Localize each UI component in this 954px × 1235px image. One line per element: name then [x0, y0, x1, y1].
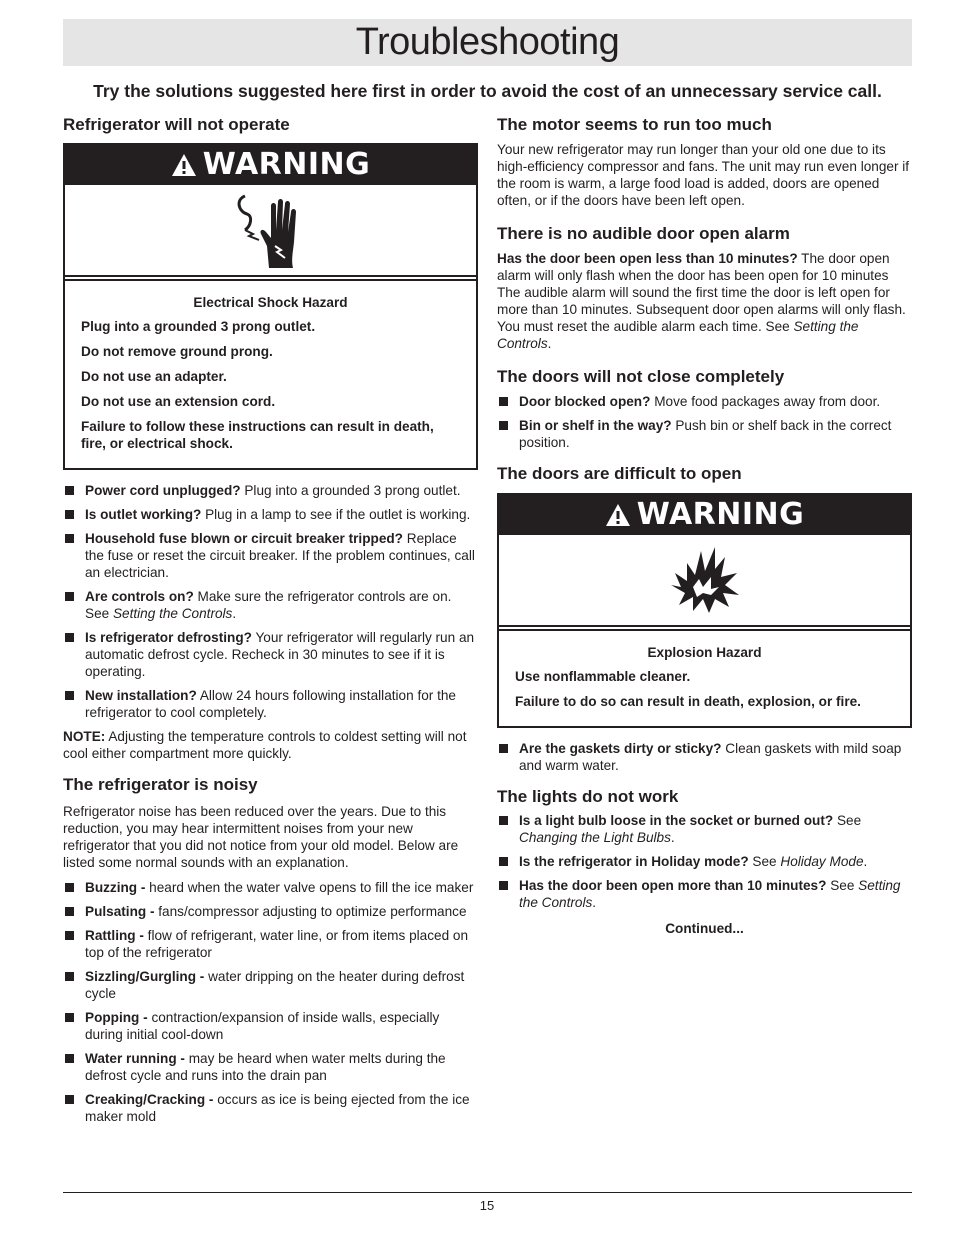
page-number: 15	[479, 1198, 495, 1213]
noisy-body: Refrigerator noise has been reduced over the years. Due to this reduction, you may hear intermittent noises from your new refrigerator that you did not notice from your old model. Below are listed some normal sounds with an explanation.	[63, 804, 459, 870]
list-item: Sizzling/Gurgling - water dripping on the heater during defrost cycle	[63, 968, 478, 1002]
noisy-list	[63, 879, 478, 1125]
alarm-body: Has the door been open less than 10 minutes? The door open alarm will only flash when the door has been open for 10 minutes The audible alarm will sound the first time the door is left open for more than 10 minutes. Subsequent door open alarms will only flash. You must reset the audible alarm each time. See Setting the Controls.	[497, 251, 906, 351]
list-item: Creaking/Cracking - occurs as ice is being ejected from the ice maker mold	[63, 1091, 478, 1125]
warning-line: Use nonflammable cleaner.	[515, 669, 691, 684]
warning-label: WARNING	[636, 497, 805, 532]
warning-line: Do not use an extension cord.	[81, 394, 276, 409]
footer-divider	[63, 1192, 912, 1193]
heading-noisy: The refrigerator is noisy	[63, 775, 258, 794]
explosion-icon-area	[499, 535, 910, 627]
warning-line: Do not remove ground prong.	[81, 344, 273, 359]
difficult-list	[497, 740, 912, 774]
heading-motor: The motor seems to run too much	[497, 115, 772, 134]
explosion-icon	[667, 545, 743, 615]
list-item: Is the refrigerator in Holiday mode? See Holiday Mode.	[497, 853, 912, 870]
electrical-warning-body	[65, 279, 476, 468]
right-column	[497, 114, 912, 936]
shock-icon-area	[65, 185, 476, 277]
warning-line: Failure to follow these instructions can result in death, fire, or electrical shock.	[81, 419, 434, 451]
motor-body: Your new refrigerator may run longer than your old one due to its high-efficiency compressor and fans. The unit may run even longer if the room is warm, a large food load is added, doors are opened often, or if the doors have been left open.	[497, 142, 910, 208]
warning-header	[65, 145, 476, 185]
lights-list	[497, 812, 912, 911]
continued-label: Continued...	[665, 921, 744, 936]
intro-text: Try the solutions suggested here first in order to avoid the cost of an unnecessary service call.	[93, 81, 882, 101]
list-item: Rattling - flow of refrigerant, water line, or from items placed on top of the refrigerator	[63, 927, 478, 961]
heading-alarm: There is no audible door open alarm	[497, 224, 790, 243]
warning-triangle-icon	[171, 153, 197, 177]
electrical-shock-icon	[231, 190, 311, 270]
heading-lights: The lights do not work	[497, 787, 679, 806]
explosion-warning-body	[499, 629, 910, 726]
heading-not-operate: Refrigerator will not operate	[63, 115, 290, 134]
list-item: Bin or shelf in the way? Push bin or shelf back in the correct position.	[497, 417, 912, 451]
list-item: Power cord unplugged? Plug into a grounded 3 prong outlet.	[63, 482, 478, 499]
list-item: Are the gaskets dirty or sticky? Clean gaskets with mild soap and warm water.	[497, 740, 912, 774]
warning-header	[499, 495, 910, 535]
page-title: Troubleshooting	[355, 21, 620, 63]
list-item: Door blocked open? Move food packages away from door.	[497, 393, 912, 410]
warning-line: Failure to do so can result in death, explosion, or fire.	[515, 694, 861, 709]
list-item: Buzzing - heard when the water valve opens to fill the ice maker	[63, 879, 478, 896]
electrical-warning-box	[63, 143, 478, 470]
list-item: Pulsating - fans/compressor adjusting to optimize performance	[63, 903, 478, 920]
list-item: New installation? Allow 24 hours following installation for the refrigerator to cool completely.	[63, 687, 478, 721]
heading-difficult: The doors are difficult to open	[497, 464, 742, 483]
list-item: Is outlet working? Plug in a lamp to see if the outlet is working.	[63, 506, 478, 523]
hazard-title: Electrical Shock Hazard	[193, 295, 348, 310]
note-paragraph: NOTE: Adjusting the temperature controls to coldest setting will not cool either compartment more quickly.	[63, 729, 467, 761]
warning-line: Do not use an adapter.	[81, 369, 227, 384]
warning-line: Plug into a grounded 3 prong outlet.	[81, 319, 316, 334]
list-item: Are controls on? Make sure the refrigerator controls are on. See Setting the Controls.	[63, 588, 478, 622]
left-column	[63, 114, 478, 1132]
list-item: Is refrigerator defrosting? Your refrigerator will regularly run an automatic defrost cycle. Recheck in 30 minutes to see if it is operating.	[63, 629, 478, 680]
not-operate-list	[63, 482, 478, 721]
list-item: Popping - contraction/expansion of inside walls, especially during initial cool-down	[63, 1009, 478, 1043]
heading-close: The doors will not close completely	[497, 367, 785, 386]
close-list	[497, 393, 912, 451]
warning-label: WARNING	[202, 147, 371, 182]
title-bar	[63, 19, 912, 66]
list-item: Water running - may be heard when water melts during the defrost cycle and runs into the drain pan	[63, 1050, 478, 1084]
warning-triangle-icon	[605, 503, 631, 527]
explosion-warning-box	[497, 493, 912, 728]
list-item: Is a light bulb loose in the socket or burned out? See Changing the Light Bulbs.	[497, 812, 912, 846]
list-item: Household fuse blown or circuit breaker tripped? Replace the fuse or reset the circuit breaker. If the problem continues, call an electrician.	[63, 530, 478, 581]
list-item: Has the door been open more than 10 minutes? See Setting the Controls.	[497, 877, 912, 911]
hazard-title: Explosion Hazard	[647, 645, 762, 660]
